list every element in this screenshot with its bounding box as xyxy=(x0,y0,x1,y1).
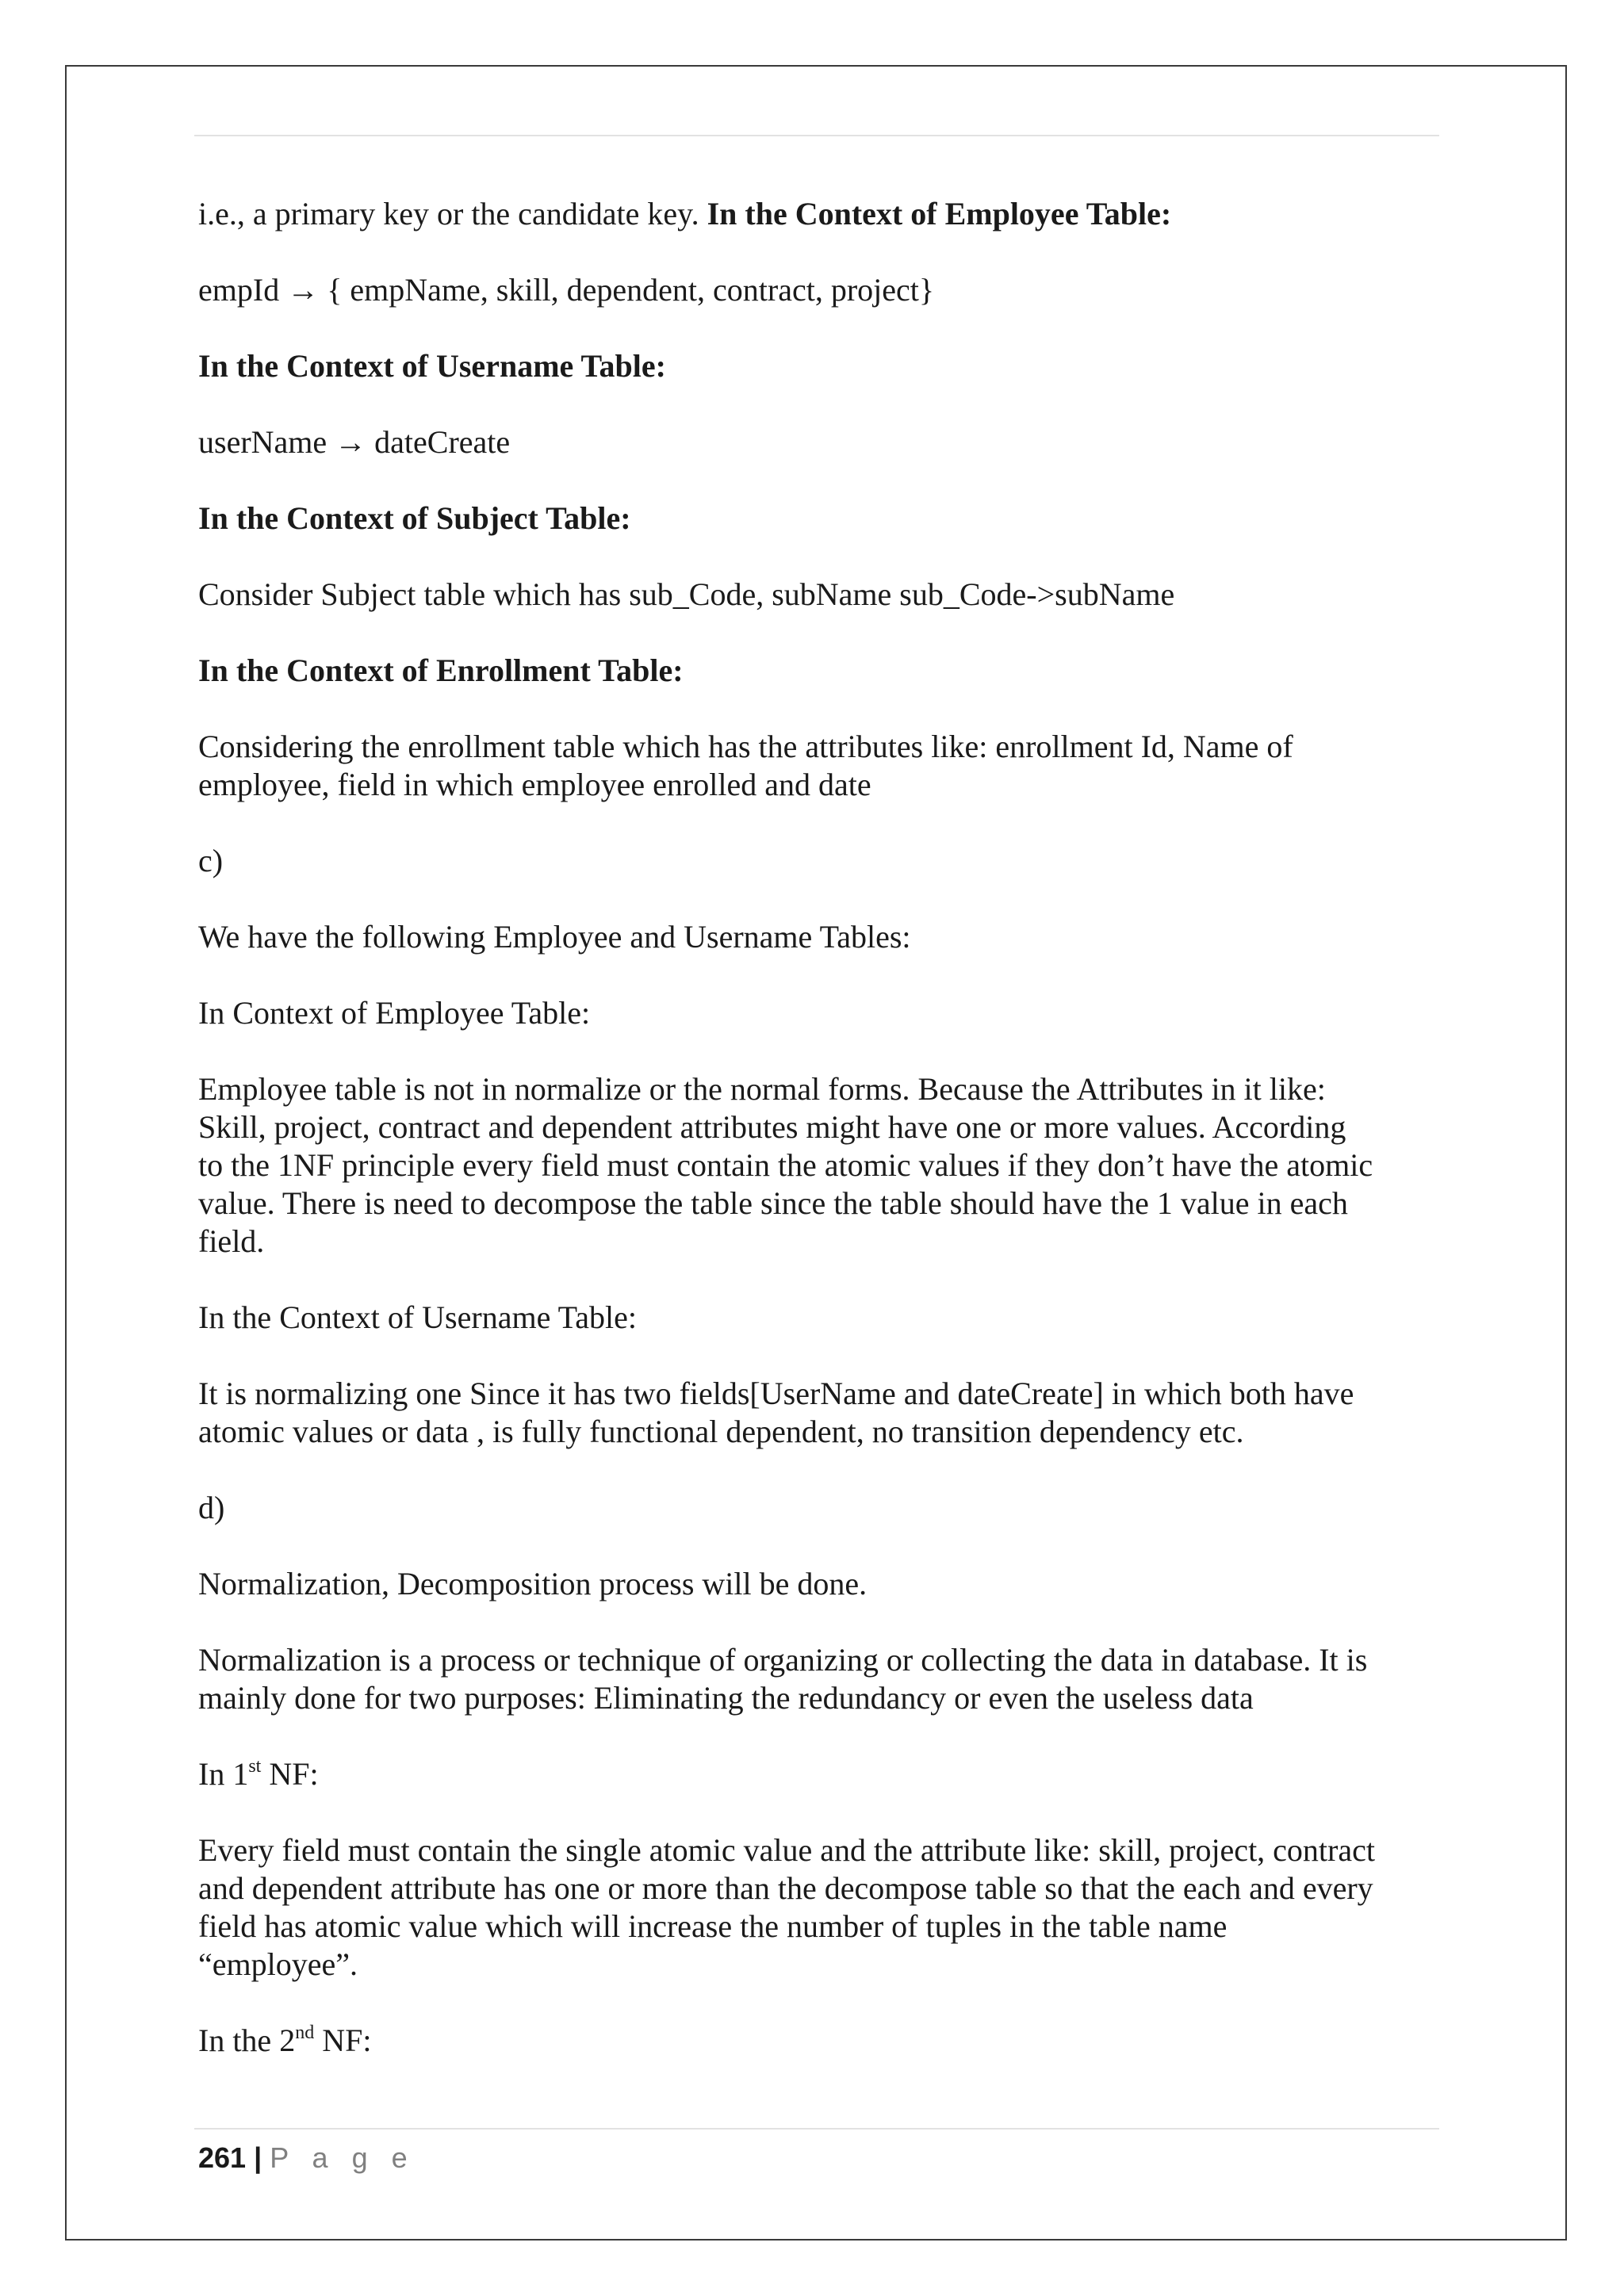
line: and dependent attribute has one or more than the decompose table so that the each and every xyxy=(198,1870,1373,1906)
paragraph: Consider Subject table which has sub_Code, subName sub_Code->subName xyxy=(198,576,1175,612)
line: Every field must contain the single atomic value and the attribute like: skill, project, contract xyxy=(198,1832,1375,1868)
text: In 1 xyxy=(198,1756,249,1792)
text: NF: xyxy=(314,2022,372,2058)
line: employee, field in which employee enrolled and date xyxy=(198,767,871,802)
heading-subject-context xyxy=(198,499,1435,538)
page-label: P a g e xyxy=(270,2141,416,2174)
paragraph: userName → dateCreate xyxy=(198,424,511,460)
heading-employee-context: In the Context of Employee Table: xyxy=(707,196,1172,232)
paragraph xyxy=(198,1641,1435,1717)
line: “employee”. xyxy=(198,1946,358,1982)
heading-text: In the Context of Enrollment Table: xyxy=(198,652,684,688)
paragraph: We have the following Employee and Username Tables: xyxy=(198,919,911,955)
paragraph-1nf xyxy=(198,1755,1435,1793)
line: Skill, project, contract and dependent attributes might have one or more values. According xyxy=(198,1109,1346,1145)
page-number: 261 xyxy=(198,2141,247,2174)
heading-text: In the Context of Username Table: xyxy=(198,348,666,384)
text: In the 2 xyxy=(198,2022,296,2058)
paragraph xyxy=(198,728,1435,804)
paragraph: empId → { empName, skill, dependent, contract, project} xyxy=(198,272,935,308)
paragraph: In Context of Employee Table: xyxy=(198,995,591,1031)
paragraph xyxy=(198,1375,1435,1451)
document-body xyxy=(198,195,1435,2098)
header-rule xyxy=(194,135,1439,136)
paragraph xyxy=(198,1831,1435,1984)
paragraph: In the Context of Username Table: xyxy=(198,1299,637,1335)
text: i.e., a primary key or the candidate key. xyxy=(198,196,699,232)
line: field. xyxy=(198,1223,265,1259)
line: Normalization is a process or technique of organizing or collecting the data in database. It is xyxy=(198,1642,1368,1678)
paragraph: Normalization, Decomposition process will be done. xyxy=(198,1566,868,1601)
text: NF: xyxy=(261,1756,319,1792)
heading-enrollment-context xyxy=(198,652,1435,690)
line: value. There is need to decompose the table since the table should have the 1 value in each xyxy=(198,1185,1348,1221)
line: Employee table is not in normalize or the normal forms. Because the Attributes in it like: xyxy=(198,1071,1326,1107)
line: mainly done for two purposes: Eliminating the redundancy or even the useless data xyxy=(198,1680,1254,1716)
footer-rule xyxy=(194,2128,1439,2130)
superscript: st xyxy=(248,1756,262,1777)
heading-username-context xyxy=(198,347,1435,385)
paragraph xyxy=(198,195,1435,233)
section-label-c: c) xyxy=(198,843,224,878)
heading-text: In the Context of Subject Table: xyxy=(198,500,631,536)
line: It is normalizing one Since it has two fields[UserName and dateCreate] in which both have xyxy=(198,1376,1354,1411)
footer-separator: | xyxy=(254,2141,262,2174)
paragraph xyxy=(198,1070,1435,1261)
page-footer xyxy=(198,2136,416,2180)
line: atomic values or data , is fully functional dependent, no transition dependency etc. xyxy=(198,1414,1244,1449)
paragraph-2nf xyxy=(198,2022,1435,2060)
superscript: nd xyxy=(295,2022,315,2043)
section-label-d: d) xyxy=(198,1490,225,1525)
line: field has atomic value which will increase the number of tuples in the table name xyxy=(198,1908,1228,1944)
line: Considering the enrollment table which has the attributes like: enrollment Id, Name of xyxy=(198,729,1293,764)
line: to the 1NF principle every field must contain the atomic values if they don’t have the atomic xyxy=(198,1147,1373,1183)
